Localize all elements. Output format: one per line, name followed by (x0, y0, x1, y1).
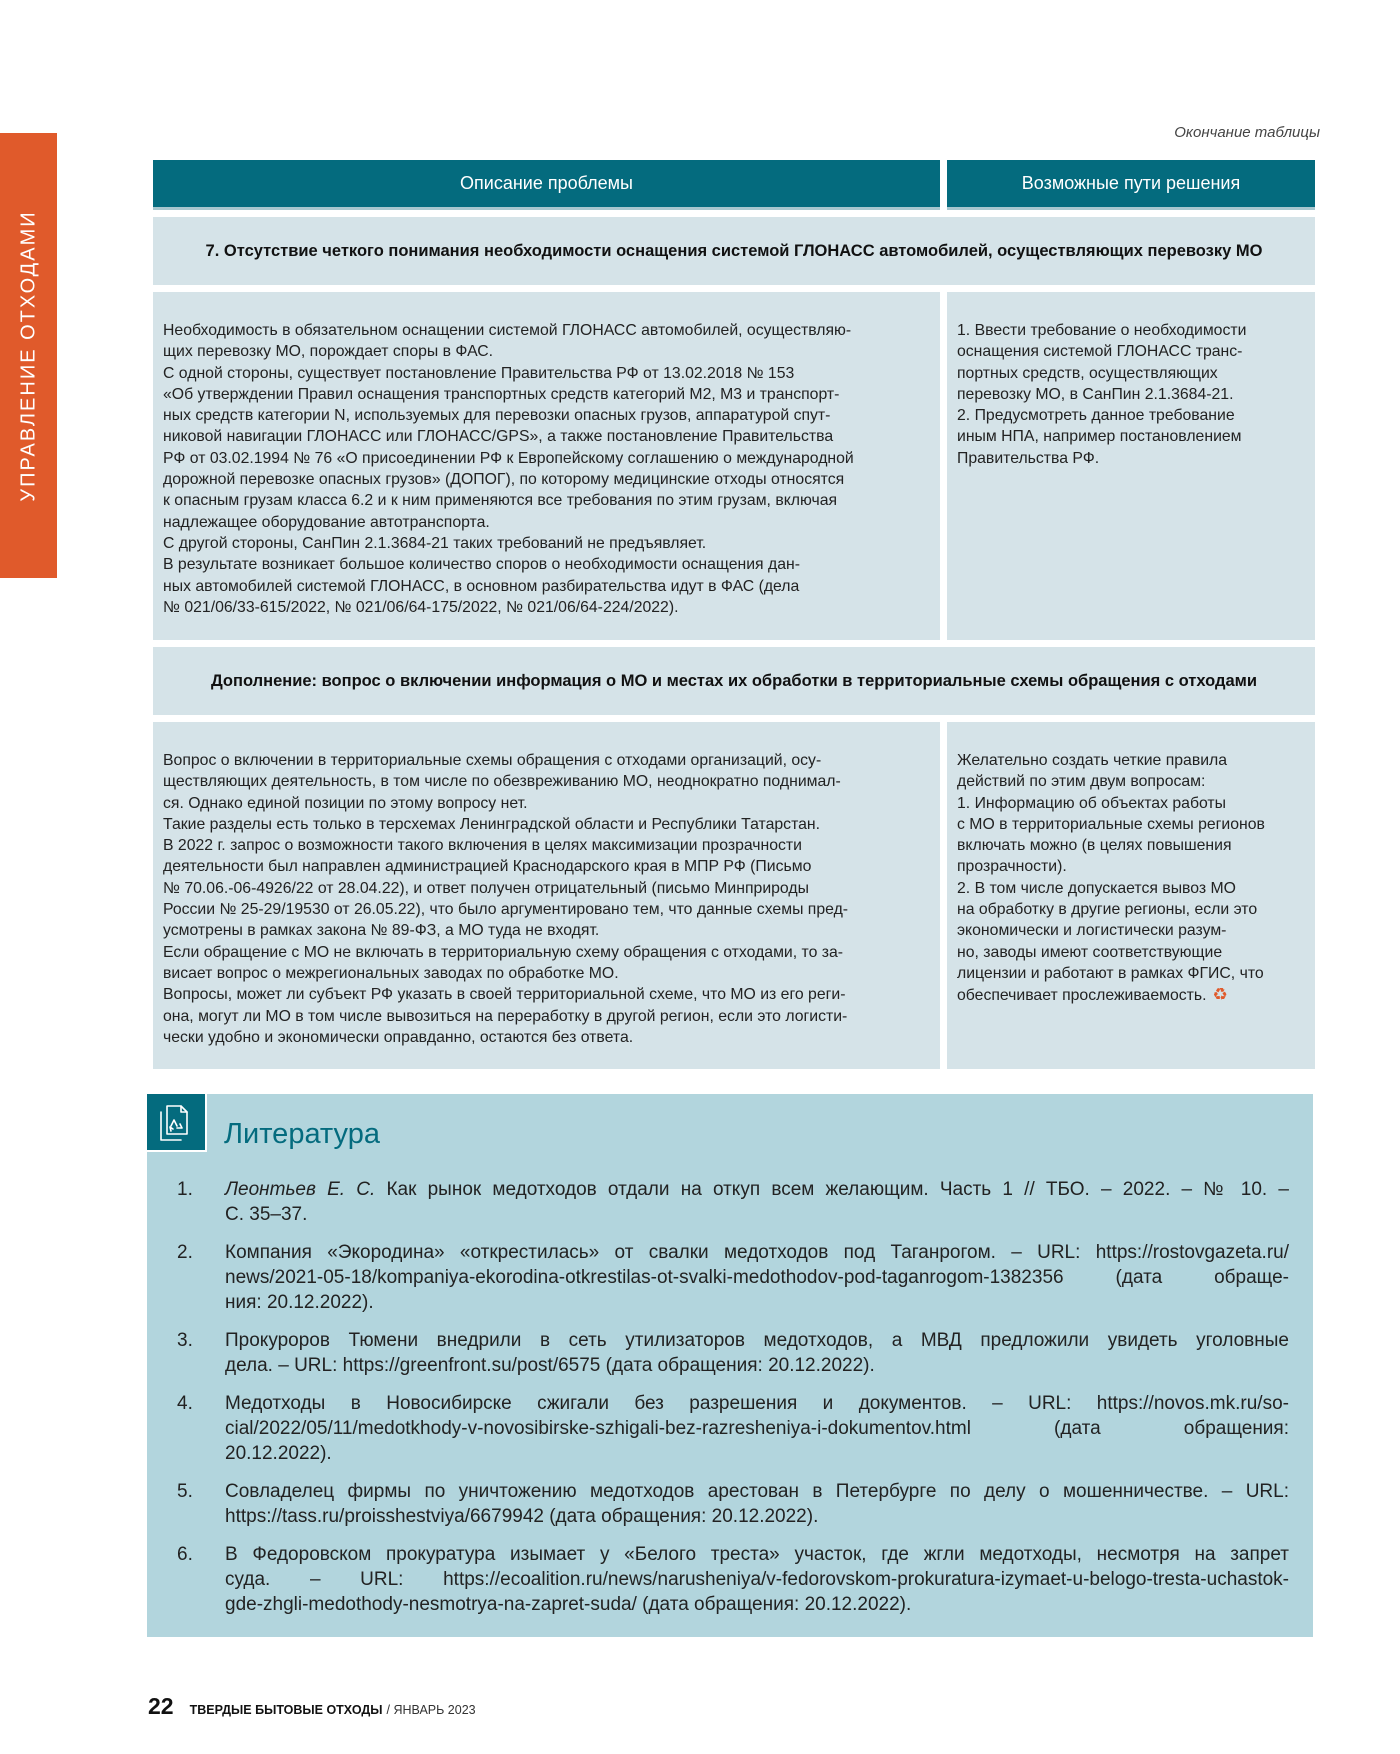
reference-number: 2. (177, 1242, 193, 1263)
solution-text-line: экономически и логистически разум- (957, 922, 1227, 940)
problem-text-line: Такие разделы есть только в терсхемах Ленинградской области и Республики Татарстан. (163, 815, 821, 833)
problem-text-line: деятельности был направлен администрацией Краснодарского края в МПР РФ (Письмо (163, 858, 812, 876)
problem-text-line: никовой навигации ГЛОНАСС или ГЛОНАСС/GPS», а также постановление Правительства (163, 428, 834, 446)
reference-line: ния: 20.12.2022). (225, 1292, 374, 1313)
solution-text-line: оснащения системой ГЛОНАСС транс- (957, 343, 1243, 361)
problem-text-line: Вопрос о включении в территориальные схемы обращения с отходами организаций, осу- (163, 752, 822, 769)
reference-item (177, 1177, 1295, 1227)
problem-text-line: к опасным грузам класса 6.2 и к ним применяются все требования по этим грузам, включая (163, 492, 838, 510)
solution-text-line: действий по этим двум вопросам: (957, 773, 1206, 791)
problem-text-line: висает вопрос о межрегиональных заводах по обработке МО. (163, 964, 619, 982)
reference-line: cial/2022/05/11/medotkhody-v-novosibirske-szhigali-bez-razresheniya-i-dokumentov.html (дата обращения: (225, 1418, 1289, 1439)
solution-text-line: портных средств, осуществляющих (957, 364, 1218, 382)
table-caption: Окончание таблицы (1174, 124, 1320, 141)
magazine-name: ТВЕРДЫЕ БЫТОВЫЕ ОТХОДЫ (189, 1703, 383, 1717)
problem-text-line: ществляющих деятельность, в том числе по обезвреживанию МО, неоднократно поднимал- (163, 773, 841, 791)
recycle-icon: ♻ (1212, 985, 1228, 1005)
reference-line: news/2021-05-18/kompaniya-ekorodina-otkrestilas-ot-svalki-medothodov-pod-taganrogom-1382356 (дата обраще- (225, 1267, 1289, 1288)
section-title-supplement: Дополнение: вопрос о включении информация о МО и местах их обработки в территориальные схемы обращения с отходами (153, 647, 1315, 715)
reference-number: 3. (177, 1330, 193, 1351)
problem-text-line: надлежащее оборудование автотранспорта. (163, 513, 490, 531)
solution-text-line: 1. Ввести требование о необходимости (957, 322, 1247, 339)
reference-text (225, 1177, 1289, 1227)
reference-number: 1. (177, 1179, 193, 1200)
solution-text-line: с МО в территориальные схемы регионов (957, 815, 1265, 833)
solution-text-line: перевозку МО, в СанПин 2.1.3684-21. (957, 385, 1234, 403)
issue-date: / ЯНВАРЬ 2023 (386, 1703, 476, 1717)
reference-line (225, 1177, 1289, 1202)
reference-author: Леонтьев Е. С. (225, 1179, 376, 1200)
problem-text-line: России № 25-29/19530 от 26.05.22), что было аргументировано тем, что данные схемы пред- (163, 901, 849, 919)
reference-line: 20.12.2022). (225, 1443, 332, 1464)
problem-text-line: усмотрены в рамках закона № 89-ФЗ, а МО туда не входят. (163, 922, 600, 940)
problem-text-line: ных средств категории N, используемых для перевозки опасных грузов, аппаратурой спут- (163, 407, 831, 425)
problem-text-line: ных автомобилей системой ГЛОНАСС, в основном разбирательства идут в ФАС (дела (163, 577, 800, 595)
reference-item (177, 1391, 1295, 1466)
solution-text-line: но, заводы имеют соответствующие (957, 943, 1223, 961)
problem-text-line: ся. Однако единой позиции по этому вопросу нет. (163, 794, 528, 812)
reference-number: 5. (177, 1481, 193, 1502)
problem-cell-glonass (153, 292, 940, 640)
problem-text-line: РФ от 03.02.1994 № 76 «О присоединении РФ к Европейскому соглашению о международной (163, 449, 854, 467)
reference-line: В Федоровском прокуратура изымает у «Белого треста» участок, где жгли медотходы, несмотря на запрет (225, 1544, 1289, 1565)
problem-text-line: Необходимость в обязательном оснащении системой ГЛОНАСС автомобилей, осуществляю- (163, 322, 852, 339)
reference-item (177, 1542, 1295, 1617)
page-footer (148, 1693, 476, 1720)
reference-line: Совладелец фирмы по уничтожению медотходов арестован в Петербурге по делу о мошенничестве. – URL: (225, 1481, 1289, 1502)
problem-text-line: чески удобно и экономически оправданно, остаются без ответа. (163, 1028, 634, 1046)
literature-block (147, 1094, 1313, 1637)
solution-text-line: иным НПА, например постановлением (957, 428, 1242, 446)
solution-cell-supplement (947, 722, 1315, 1069)
side-tab-label: УПРАВЛЕНИЕ ОТХОДАМИ (17, 209, 39, 502)
solution-text-line: прозрачности). (957, 858, 1067, 876)
problem-text-line: № 021/06/33-615/2022, № 021/06/64-175/2022, № 021/06/64-224/2022). (163, 598, 679, 616)
reference-line: Компания «Экородина» «открестилась» от свалки медотходов под Таганрогом. – URL: https://rostovgazeta.ru/ (225, 1242, 1289, 1263)
reference-item (177, 1328, 1295, 1378)
header-problem-description: Описание проблемы (153, 160, 940, 210)
reference-line: https://tass.ru/proisshestviya/6679942 (дата обращения: 20.12.2022). (225, 1506, 819, 1527)
problems-table (153, 160, 1315, 1069)
reference-text (225, 1391, 1289, 1466)
solution-text-line: 1. Информацию об объектах работы (957, 794, 1227, 812)
problem-text-line: щих перевозку МО, порождает споры в ФАС. (163, 343, 494, 361)
reference-number: 4. (177, 1393, 193, 1414)
problem-text-line: она, могут ли МО в том числе вывозиться на переработку в другой регион, если это логисти- (163, 1007, 848, 1025)
solution-text-line: на обработку в другие регионы, если это (957, 901, 1258, 919)
problem-text-line: С одной стороны, существует постановление Правительства РФ от 13.02.2018 № 153 (163, 364, 795, 382)
reference-line: gde-zhgli-medothody-nesmotrya-na-zapret-suda/ (дата обращения: 20.12.2022). (225, 1594, 912, 1615)
reference-text (225, 1542, 1289, 1617)
problem-text-line: Если обращение с МО не включать в территориальную схему обращения с отходами, то за- (163, 943, 844, 961)
problem-text-line: С другой стороны, СанПин 2.1.3684-21 таких требований не предъявляет. (163, 534, 707, 552)
reference-text (225, 1479, 1289, 1529)
solution-text-line: Желательно создать четкие правила (957, 752, 1228, 769)
solution-text-line: 2. В том числе допускается вывоз МО (957, 879, 1236, 897)
reference-line: суда. – URL: https://ecoalition.ru/news/narusheniya/v-fedorovskom-prokuratura-izymaet-u-belogo-tresta-uchastok- (225, 1569, 1289, 1590)
reference-item (177, 1479, 1295, 1529)
solution-text-line: лицензии и работают в рамках ФГИС, что (957, 964, 1264, 982)
recycle-documents-icon (147, 1094, 207, 1152)
problem-text-line: Вопросы, может ли субъект РФ указать в своей территориальной схеме, что МО из его реги- (163, 986, 846, 1004)
problem-text-line: В результате возникает большое количество споров о необходимости оснащения дан- (163, 556, 800, 574)
reference-line: Медотходы в Новосибирске сжигали без разрешения и документов. – URL: https://novos.mk.ru/so- (225, 1393, 1289, 1414)
page-number: 22 (148, 1693, 174, 1719)
reference-line: дела. – URL: https://greenfront.su/post/6575 (дата обращения: 20.12.2022). (225, 1355, 875, 1376)
table-row-supplement (153, 722, 1315, 1069)
solution-text-line: 2. Предусмотреть данное требование (957, 407, 1235, 425)
table-header-row (153, 160, 1315, 210)
section-side-tab (0, 133, 57, 578)
solution-text-line: обеспечивает прослеживаемость. ♻ (957, 985, 1228, 1005)
section-title-glonass: 7. Отсутствие четкого понимания необходимости оснащения системой ГЛОНАСС автомобилей, осуществляющих перевозку МО (153, 217, 1315, 285)
reference-item (177, 1240, 1295, 1315)
problem-text-line: № 70.06.-06-4926/22 от 28.04.22), и ответ получен отрицательный (письмо Минприроды (163, 879, 809, 897)
reference-line: С. 35–37. (225, 1204, 308, 1225)
literature-title: Литература (224, 1118, 380, 1150)
reference-text (225, 1328, 1289, 1378)
solution-cell-glonass (947, 292, 1315, 640)
problem-text-line: В 2022 г. запрос о возможности такого включения в целях максимизации прозрачности (163, 837, 802, 855)
reference-text (225, 1240, 1289, 1315)
problem-cell-supplement (153, 722, 940, 1069)
problem-text-line: «Об утверждении Правил оснащения транспортных средств категорий М2, М3 и транспорт- (163, 385, 840, 403)
reference-title: Как рынок медотходов отдали на откуп всем желающим. Часть 1 // ТБО. – 2022. – № 10. – (375, 1179, 1289, 1200)
solution-text-line: включать можно (в целях повышения (957, 837, 1232, 855)
header-possible-solutions: Возможные пути решения (947, 160, 1315, 210)
table-row-glonass (153, 292, 1315, 640)
reference-list (177, 1177, 1295, 1630)
problem-text-line: дорожной перевозке опасных грузов» (ДОПОГ), по которому медицинские отходы относятся (163, 471, 845, 489)
reference-number: 6. (177, 1544, 193, 1565)
reference-line: Прокуроров Тюмени внедрили в сеть утилизаторов медотходов, а МВД предложили увидеть уголовные (225, 1330, 1289, 1351)
solution-text-line: Правительства РФ. (957, 449, 1100, 467)
